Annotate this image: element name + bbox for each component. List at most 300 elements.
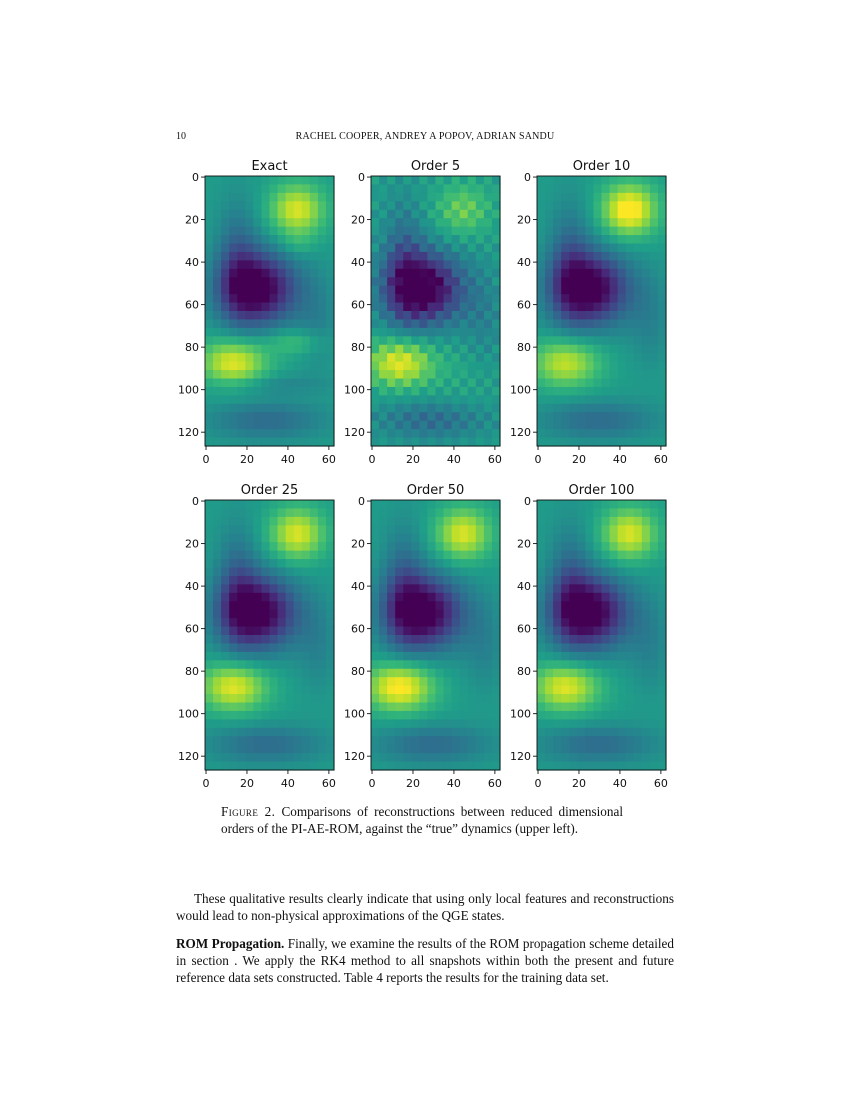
- heatmap-cell: [427, 319, 436, 328]
- heatmap-cell: [419, 525, 428, 534]
- heatmap-cell: [436, 260, 445, 269]
- heatmap-cell: [452, 387, 461, 396]
- heatmap-cell: [561, 500, 570, 509]
- heatmap-cell: [585, 635, 594, 644]
- heatmap-cell: [602, 387, 611, 396]
- heatmap-cell: [658, 201, 667, 210]
- heatmap-cell: [593, 370, 602, 379]
- heatmap-cell: [642, 601, 651, 610]
- heatmap-cell: [427, 525, 436, 534]
- heatmap-cell: [245, 584, 254, 593]
- heatmap-cell: [302, 210, 311, 219]
- heatmap-cell: [618, 370, 627, 379]
- heatmap-cell: [371, 568, 380, 577]
- heatmap-cell: [553, 719, 562, 728]
- heatmap-cell: [460, 610, 469, 619]
- heatmap-cell: [205, 404, 214, 413]
- heatmap-cell: [553, 745, 562, 754]
- heatmap-cell: [642, 719, 651, 728]
- heatmap-cell: [205, 703, 214, 712]
- heatmap-cell: [245, 201, 254, 210]
- heatmap-cell: [468, 736, 477, 745]
- heatmap-cell: [650, 568, 659, 577]
- heatmap-cell: [460, 736, 469, 745]
- heatmap-cell: [468, 395, 477, 404]
- heatmap-cell: [326, 703, 335, 712]
- heatmap-cell: [205, 500, 214, 509]
- heatmap-cell: [395, 525, 404, 534]
- heatmap-cell: [569, 429, 578, 438]
- heatmap-cell: [403, 176, 412, 185]
- heatmap-cell: [419, 218, 428, 227]
- heatmap-cell: [419, 703, 428, 712]
- heatmap-cell: [310, 660, 319, 669]
- heatmap-cell: [492, 576, 501, 585]
- heatmap-cell: [610, 753, 619, 762]
- heatmap-cell: [634, 286, 643, 295]
- heatmap-cell: [261, 404, 270, 413]
- heatmap-cell: [326, 412, 335, 421]
- heatmap-cell: [545, 210, 554, 219]
- heatmap-cell: [436, 303, 445, 312]
- heatmap-cell: [310, 404, 319, 413]
- heatmap-cell: [460, 404, 469, 413]
- heatmap-cell: [577, 345, 586, 354]
- heatmap-cell: [379, 525, 388, 534]
- heatmap-cell: [253, 328, 262, 337]
- heatmap-cell: [593, 303, 602, 312]
- heatmap-cell: [444, 618, 453, 627]
- panel-title: Order 10: [572, 159, 631, 174]
- heatmap-cell: [593, 412, 602, 421]
- heatmap-cell: [411, 303, 420, 312]
- heatmap-cell: [642, 576, 651, 585]
- heatmap-cell: [610, 379, 619, 388]
- heatmap-cell: [444, 193, 453, 202]
- heatmap-cell: [371, 286, 380, 295]
- heatmap-cell: [484, 328, 493, 337]
- heatmap-cell: [419, 395, 428, 404]
- panel-title: Order 25: [240, 483, 299, 498]
- heatmap-cell: [468, 703, 477, 712]
- heatmap-cell: [545, 201, 554, 210]
- heatmap-cell: [427, 643, 436, 652]
- heatmap-cell: [618, 303, 627, 312]
- heatmap-cell: [476, 652, 485, 661]
- heatmap-cell: [237, 193, 246, 202]
- heatmap-cell: [245, 601, 254, 610]
- heatmap-cell: [261, 294, 270, 303]
- heatmap-cell: [460, 627, 469, 636]
- heatmap-cell: [618, 652, 627, 661]
- heatmap-cell: [537, 438, 546, 447]
- heatmap-cell: [444, 277, 453, 286]
- heatmap-cell: [213, 703, 222, 712]
- heatmap-cell: [229, 525, 238, 534]
- heatmap-cell: [577, 319, 586, 328]
- heatmap-cell: [302, 438, 311, 447]
- heatmap-cell: [411, 404, 420, 413]
- heatmap-cell: [484, 294, 493, 303]
- heatmap-cell: [476, 551, 485, 560]
- heatmap-cell: [237, 235, 246, 244]
- heatmap-cell: [468, 176, 477, 185]
- heatmap-cell: [229, 711, 238, 720]
- heatmap-cell: [476, 353, 485, 362]
- heatmap-cell: [302, 294, 311, 303]
- heatmap-cell: [310, 593, 319, 602]
- heatmap-cell: [553, 635, 562, 644]
- heatmap-cell: [585, 218, 594, 227]
- heatmap-cell: [658, 719, 667, 728]
- heatmap-cell: [294, 303, 303, 312]
- heatmap-cell: [395, 669, 404, 678]
- heatmap-cell: [626, 404, 635, 413]
- heatmap-cell: [371, 593, 380, 602]
- heatmap-cell: [585, 728, 594, 737]
- heatmap-cell: [545, 412, 554, 421]
- heatmap-cell: [302, 627, 311, 636]
- heatmap-cell: [278, 728, 287, 737]
- heatmap-cell: [427, 311, 436, 320]
- heatmap-cell: [626, 627, 635, 636]
- heatmap-cell: [484, 719, 493, 728]
- heatmap-cell: [626, 303, 635, 312]
- heatmap-cell: [221, 568, 230, 577]
- heatmap-cell: [610, 745, 619, 754]
- heatmap-cell: [221, 294, 230, 303]
- heatmap-cell: [253, 303, 262, 312]
- heatmap-cell: [436, 210, 445, 219]
- heatmap-cell: [484, 652, 493, 661]
- heatmap-cell: [658, 218, 667, 227]
- heatmap-cell: [286, 227, 295, 236]
- heatmap-cell: [395, 210, 404, 219]
- heatmap-cell: [642, 635, 651, 644]
- heatmap-cell: [452, 627, 461, 636]
- heatmap-cell: [610, 353, 619, 362]
- heatmap-cell: [371, 176, 380, 185]
- heatmap-cell: [468, 643, 477, 652]
- heatmap-cell: [602, 184, 611, 193]
- heatmap-cell: [427, 500, 436, 509]
- heatmap-cell: [610, 176, 619, 185]
- heatmap-cell: [237, 576, 246, 585]
- heatmap-cell: [371, 762, 380, 771]
- heatmap-cell: [294, 319, 303, 328]
- heatmap-cell: [427, 227, 436, 236]
- heatmap-cell: [237, 610, 246, 619]
- heatmap-cell: [452, 218, 461, 227]
- heatmap-cell: [593, 336, 602, 345]
- heatmap-cell: [610, 235, 619, 244]
- heatmap-cell: [403, 201, 412, 210]
- heatmap-cell: [237, 404, 246, 413]
- heatmap-cell: [452, 269, 461, 278]
- heatmap-cell: [537, 719, 546, 728]
- heatmap-cell: [310, 412, 319, 421]
- heatmap-cell: [326, 618, 335, 627]
- heatmap-cell: [569, 719, 578, 728]
- heatmap-cell: [484, 370, 493, 379]
- heatmap-cell: [318, 421, 327, 430]
- heatmap-cell: [237, 353, 246, 362]
- heatmap-cell: [610, 559, 619, 568]
- heatmap-cell: [452, 593, 461, 602]
- heatmap-cell: [492, 652, 501, 661]
- heatmap-cell: [229, 677, 238, 686]
- y-tick-label: 80: [517, 665, 531, 679]
- heatmap-cell: [602, 227, 611, 236]
- heatmap-cell: [221, 244, 230, 253]
- heatmap-cell: [286, 601, 295, 610]
- heatmap-cell: [270, 736, 279, 745]
- heatmap-cell: [476, 379, 485, 388]
- heatmap-cell: [229, 719, 238, 728]
- heatmap-cell: [602, 395, 611, 404]
- heatmap-cell: [658, 643, 667, 652]
- heatmap-cell: [593, 404, 602, 413]
- heatmap-cells: [205, 500, 335, 771]
- heatmap-cell: [278, 660, 287, 669]
- heatmap-cell: [468, 345, 477, 354]
- heatmap-cell: [476, 362, 485, 371]
- heatmap-cell: [286, 387, 295, 396]
- heatmap-cell: [537, 193, 546, 202]
- heatmap-cell: [245, 728, 254, 737]
- heatmap-cell: [650, 429, 659, 438]
- heatmap-cell: [618, 412, 627, 421]
- heatmap-cell: [658, 328, 667, 337]
- heatmap-cell: [261, 643, 270, 652]
- heatmap-cell: [460, 345, 469, 354]
- heatmap-cell: [302, 429, 311, 438]
- heatmap-cell: [468, 762, 477, 771]
- heatmap-cell: [411, 728, 420, 737]
- heatmap-cell: [593, 345, 602, 354]
- heatmap-cell: [626, 176, 635, 185]
- heatmap-cell: [286, 319, 295, 328]
- heatmap-cell: [205, 753, 214, 762]
- heatmap-cell: [387, 176, 396, 185]
- heatmap-cell: [253, 429, 262, 438]
- heatmap-cell: [237, 601, 246, 610]
- page-number: 10: [176, 131, 186, 142]
- heatmap-cell: [658, 703, 667, 712]
- heatmap-cell: [371, 387, 380, 396]
- heatmap-cell: [602, 286, 611, 295]
- heatmap-cell: [419, 559, 428, 568]
- heatmap-cell: [650, 643, 659, 652]
- heatmap-cell: [261, 227, 270, 236]
- heatmap-cell: [419, 404, 428, 413]
- heatmap-cell: [569, 370, 578, 379]
- heatmap-cell: [642, 227, 651, 236]
- heatmap-cell: [310, 728, 319, 737]
- heatmap-cell: [452, 244, 461, 253]
- heatmap-cell: [427, 286, 436, 295]
- heatmap-cell: [545, 719, 554, 728]
- heatmap-cell: [213, 686, 222, 695]
- heatmap-cell: [286, 508, 295, 517]
- heatmap-cell: [270, 542, 279, 551]
- heatmap-cell: [411, 252, 420, 261]
- heatmap-cell: [585, 559, 594, 568]
- heatmap-cell: [577, 517, 586, 526]
- heatmap-cell: [468, 328, 477, 337]
- heatmap-cell: [318, 353, 327, 362]
- heatmap-cell: [650, 210, 659, 219]
- heatmap-cell: [444, 593, 453, 602]
- heatmap-cell: [427, 438, 436, 447]
- heatmap-cell: [403, 652, 412, 661]
- heatmap-cell: [585, 345, 594, 354]
- heatmap-cell: [229, 618, 238, 627]
- heatmap-cell: [270, 576, 279, 585]
- heatmap-cell: [403, 745, 412, 754]
- heatmap-cell: [221, 677, 230, 686]
- heatmap-cell: [577, 736, 586, 745]
- heatmap-cell: [577, 534, 586, 543]
- heatmap-cell: [318, 627, 327, 636]
- heatmap-cell: [326, 294, 335, 303]
- heatmap-cell: [618, 601, 627, 610]
- heatmap-cell: [379, 387, 388, 396]
- y-tick-label: 60: [517, 298, 531, 312]
- heatmap-cell: [452, 736, 461, 745]
- heatmap-cell: [318, 412, 327, 421]
- heatmap-cell: [221, 184, 230, 193]
- heatmap-cell: [395, 311, 404, 320]
- heatmap-cell: [561, 328, 570, 337]
- heatmap-cell: [476, 576, 485, 585]
- heatmap-cell: [253, 584, 262, 593]
- heatmap-cell: [545, 286, 554, 295]
- heatmap-cell: [658, 618, 667, 627]
- heatmap-cell: [318, 404, 327, 413]
- heatmap-cell: [650, 404, 659, 413]
- heatmap-cell: [610, 395, 619, 404]
- heatmap-cell: [569, 362, 578, 371]
- heatmap-cell: [205, 551, 214, 560]
- heatmap-cell: [610, 404, 619, 413]
- heatmap-cell: [452, 500, 461, 509]
- heatmap-cell: [602, 412, 611, 421]
- heatmap-cell: [634, 438, 643, 447]
- heatmap-cell: [419, 336, 428, 345]
- heatmap-cell: [205, 336, 214, 345]
- heatmap-cell: [379, 252, 388, 261]
- heatmap-cell: [294, 534, 303, 543]
- heatmap-cell: [545, 593, 554, 602]
- heatmap-cell: [569, 576, 578, 585]
- y-tick-label: 80: [351, 341, 365, 355]
- heatmap-cell: [302, 201, 311, 210]
- heatmap-cell: [626, 551, 635, 560]
- heatmap-cell: [302, 525, 311, 534]
- heatmap-cell: [419, 627, 428, 636]
- heatmap-cell: [419, 429, 428, 438]
- heatmap-cell: [492, 643, 501, 652]
- heatmap-cell: [537, 277, 546, 286]
- heatmap-cell: [476, 728, 485, 737]
- heatmap-cell: [278, 635, 287, 644]
- heatmap-cell: [577, 610, 586, 619]
- heatmap-cell: [294, 218, 303, 227]
- heatmap-cell: [326, 421, 335, 430]
- heatmap-cell: [545, 421, 554, 430]
- heatmap-cell: [245, 677, 254, 686]
- heatmap-cell: [452, 227, 461, 236]
- heatmap-cell: [460, 677, 469, 686]
- heatmap-cell: [261, 762, 270, 771]
- heatmap-cell: [634, 328, 643, 337]
- heatmap-cell: [261, 593, 270, 602]
- heatmap-cell: [618, 336, 627, 345]
- heatmap-cell: [537, 559, 546, 568]
- heatmap-cell: [221, 235, 230, 244]
- heatmap-cell: [427, 736, 436, 745]
- heatmap-cell: [245, 336, 254, 345]
- heatmap-cell: [371, 311, 380, 320]
- heatmap-cell: [585, 210, 594, 219]
- heatmap-cell: [585, 669, 594, 678]
- heatmap-cell: [213, 593, 222, 602]
- heatmap-cell: [602, 201, 611, 210]
- x-tick-label: 0: [202, 777, 210, 790]
- heatmap-cell: [585, 303, 594, 312]
- heatmap-cell: [310, 193, 319, 202]
- heatmap-cell: [593, 176, 602, 185]
- heatmap-cell: [460, 500, 469, 509]
- heatmap-cell: [561, 745, 570, 754]
- heatmap-cell: [650, 227, 659, 236]
- heatmap-cell: [468, 745, 477, 754]
- heatmap-cell: [468, 610, 477, 619]
- heatmap-cell: [569, 593, 578, 602]
- heatmap-cell: [444, 576, 453, 585]
- heatmap-cell: [302, 311, 311, 320]
- heatmap-cell: [310, 277, 319, 286]
- heatmap-cell: [326, 328, 335, 337]
- heatmap-cell: [577, 412, 586, 421]
- heatmap-cell: [411, 719, 420, 728]
- heatmap-cell: [444, 286, 453, 295]
- heatmap-cell: [411, 568, 420, 577]
- heatmap-cell: [537, 635, 546, 644]
- heatmap-cell: [577, 353, 586, 362]
- heatmap-cell: [618, 252, 627, 261]
- heatmap-cell: [237, 218, 246, 227]
- heatmap-cell: [626, 753, 635, 762]
- heatmap-cell: [213, 319, 222, 328]
- heatmap-cell: [626, 218, 635, 227]
- heatmap-cell: [634, 660, 643, 669]
- heatmap-cell: [602, 736, 611, 745]
- heatmap-cell: [310, 353, 319, 362]
- heatmap-cell: [387, 269, 396, 278]
- heatmap-cell: [476, 303, 485, 312]
- heatmap-cell: [213, 244, 222, 253]
- heatmap-cell: [537, 201, 546, 210]
- heatmap-cell: [213, 362, 222, 371]
- heatmap-cell: [626, 235, 635, 244]
- heatmap-cell: [286, 294, 295, 303]
- heatmap-cell: [476, 525, 485, 534]
- heatmap-cell: [205, 311, 214, 320]
- heatmap-cell: [403, 294, 412, 303]
- heatmap-cell: [318, 584, 327, 593]
